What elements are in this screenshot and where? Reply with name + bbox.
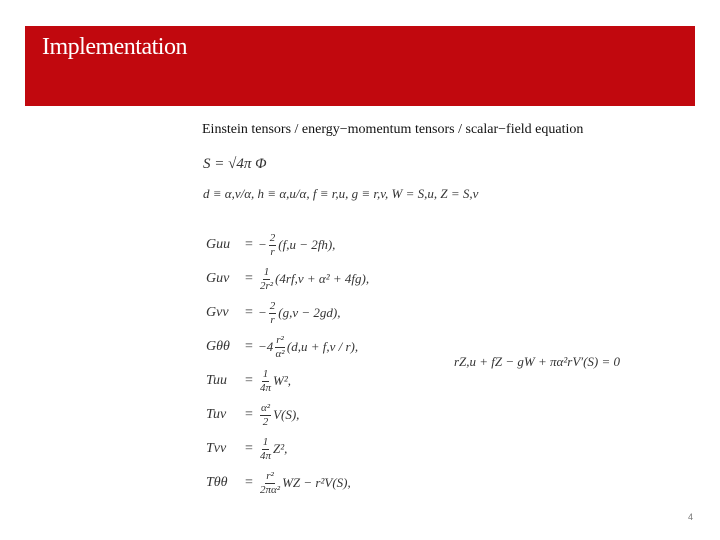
equals-sign: = — [245, 441, 253, 456]
definition-variables: d ≡ α,v/α, h ≡ α,u/α, f ≡ r,u, g ≡ r,v, W = S,u, Z = S,v — [203, 186, 479, 201]
fraction-numerator: 1 — [263, 265, 270, 278]
fraction-numerator: r² — [266, 469, 274, 482]
equation-tail: (g,v − 2gd), — [278, 305, 341, 320]
page-number: 4 — [688, 512, 694, 522]
fraction-denominator: r — [270, 313, 275, 326]
equation-rhs — [258, 266, 369, 293]
fraction-numerator: 1 — [262, 367, 269, 380]
equation-tail: (4rf,v + α² + 4fg), — [275, 271, 370, 286]
equation-rhs — [258, 300, 340, 327]
equals-sign: = — [245, 339, 253, 354]
equation-row — [206, 364, 291, 398]
equation-fraction — [275, 334, 285, 361]
equation-fraction — [260, 368, 271, 395]
equation-tail: (d,u + f,v / r), — [286, 339, 359, 354]
equation-lhs: Guv — [206, 271, 230, 286]
equation-row — [206, 296, 340, 330]
equation-rhs — [258, 402, 299, 429]
equation-fraction — [269, 232, 277, 259]
fraction-denominator: 2r² — [260, 279, 274, 292]
fraction-denominator: α² — [275, 347, 285, 360]
equation-prefix: − — [258, 237, 267, 252]
equals-sign: = — [245, 475, 253, 490]
fraction-denominator: 4π — [260, 449, 272, 462]
equation-row — [206, 398, 299, 432]
title-bar — [25, 26, 695, 106]
equals-sign: = — [245, 237, 253, 252]
fraction-denominator: 2πα² — [260, 483, 281, 496]
equation-rhs — [258, 470, 351, 497]
fraction-denominator: 4π — [260, 381, 272, 394]
equation-rhs — [258, 334, 358, 361]
equation-lhs: Gθθ — [206, 339, 230, 354]
equation-rhs — [258, 436, 287, 463]
equals-sign: = — [245, 305, 253, 320]
equation-tail: (f,u − 2fh), — [278, 237, 336, 252]
fraction-numerator: 1 — [262, 435, 269, 448]
equation-rhs — [258, 368, 291, 395]
fraction-denominator: 2 — [262, 415, 269, 428]
equation-lhs: Tvv — [206, 441, 227, 456]
fraction-denominator: r — [270, 245, 275, 258]
equation-prefix: −4 — [258, 339, 274, 354]
equation-fraction — [269, 300, 277, 327]
equation-row — [206, 466, 351, 500]
scalar-field-equation: rZ,u + fZ − gW + πα²rV′(S) = 0 — [454, 354, 621, 369]
equation-lhs: Gvv — [206, 305, 229, 320]
equals-sign: = — [245, 271, 253, 286]
equation-row — [206, 228, 335, 262]
equation-lhs: Tuu — [206, 373, 228, 388]
equation-tail: W², — [273, 373, 291, 388]
equation-lhs: Guu — [206, 237, 231, 252]
equation-tail: Z², — [273, 441, 288, 456]
definition-scalar: S = √4π Φ — [203, 156, 267, 172]
equation-prefix: − — [258, 305, 267, 320]
equals-sign: = — [245, 407, 253, 422]
equation-fraction — [260, 266, 273, 293]
equation-tail: V(S), — [273, 407, 300, 422]
equals-sign: = — [245, 373, 253, 388]
fraction-numerator: 2 — [269, 299, 276, 312]
equation-row — [206, 432, 287, 466]
equation-fraction — [260, 402, 271, 429]
slide-title: Implementation — [42, 34, 187, 60]
equation-lhs: Tuv — [206, 407, 227, 422]
fraction-numerator: 2 — [269, 231, 276, 244]
fraction-numerator: r² — [276, 333, 284, 346]
equation-fraction — [260, 436, 271, 463]
equation-lhs: Tθθ — [206, 475, 228, 490]
equation-tail: WZ − r²V(S), — [282, 475, 351, 490]
equation-fraction — [260, 470, 280, 497]
equation-rhs — [258, 232, 335, 259]
equation-row — [206, 330, 358, 364]
fraction-numerator: α² — [261, 401, 271, 414]
slide-subtitle: Einstein tensors / energy−momentum tensors / scalar−field equation — [202, 122, 584, 137]
equation-row — [206, 262, 369, 296]
